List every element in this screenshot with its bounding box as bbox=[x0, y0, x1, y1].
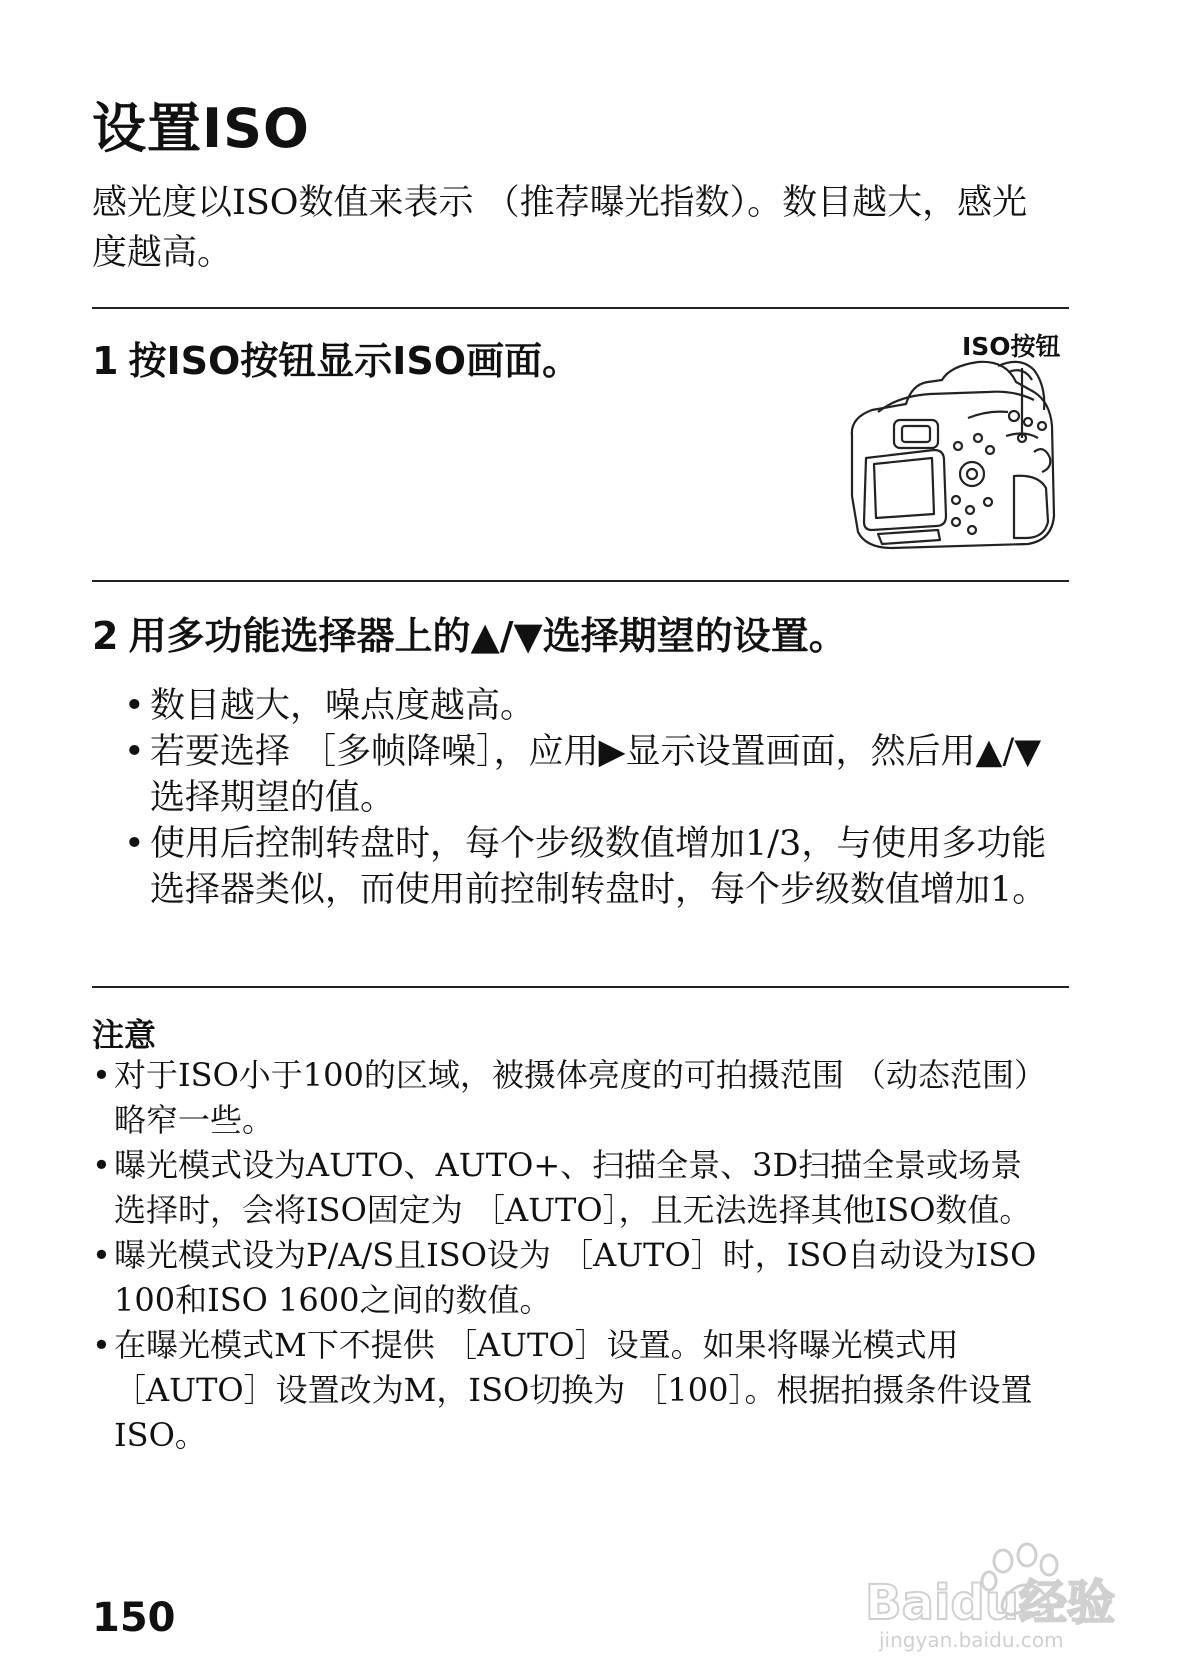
list-item: • 曝光模式设为AUTO、AUTO+、扫描全景、3D扫描全景或场景选择时，会将ISO固定为 ［AUTO］，且无法选择其他ISO数值。 bbox=[92, 1143, 1052, 1233]
watermark-url: jingyan.baidu.com bbox=[879, 1628, 1064, 1652]
step-1-heading bbox=[92, 330, 580, 385]
note-list bbox=[92, 1053, 1052, 1458]
list-item: • 曝光模式设为P/A/S且ISO设为 ［AUTO］时，ISO自动设为ISO 100和ISO 1600之间的数值。 bbox=[92, 1233, 1052, 1323]
baidu-paw-logo bbox=[855, 1535, 1135, 1655]
step-text: 按ISO按钮显示ISO画面。 bbox=[128, 339, 581, 383]
step-2-heading bbox=[92, 605, 847, 660]
divider bbox=[92, 986, 1069, 988]
note-heading: 注意 bbox=[92, 1016, 157, 1054]
watermark-brand: Baidu经验 bbox=[865, 1575, 1115, 1631]
list-item: • 使用后控制转盘时，每个步级数值增加1/3，与使用多功能选择器类似，而使用前控制转盘时，每个步级数值增加1。 bbox=[124, 821, 1074, 913]
divider bbox=[92, 307, 1069, 309]
step-number: 1 bbox=[92, 339, 119, 383]
list-item: • 在曝光模式M下不提供 ［AUTO］设置。如果将曝光模式用［AUTO］设置改为M，ISO切换为 ［100］。根据拍摄条件设置ISO。 bbox=[92, 1323, 1052, 1458]
page-number: 150 bbox=[92, 1595, 176, 1641]
list-item: • 数目越大，噪点度越高。 bbox=[124, 683, 1074, 729]
page-title: 设置ISO bbox=[92, 97, 310, 160]
iso-button-callout: ISO按钮 bbox=[962, 332, 1061, 361]
camera-back-illustration bbox=[838, 326, 1078, 566]
step-2-bullets bbox=[124, 683, 1074, 913]
divider bbox=[92, 580, 1069, 582]
intro-paragraph: 感光度以ISO数值来表示 （推荐曝光指数）。数目越大，感光度越高。 bbox=[92, 183, 1028, 273]
camera-illustration bbox=[838, 326, 1078, 566]
step-number: 2 bbox=[92, 614, 119, 658]
list-item: • 对于ISO小于100的区域，被摄体亮度的可拍摄范围 （动态范围）略窄一些。 bbox=[92, 1053, 1052, 1143]
watermark bbox=[855, 1535, 1135, 1655]
step-text: 用多功能选择器上的▲/▼选择期望的设置。 bbox=[128, 614, 847, 658]
list-item: • 若要选择 ［多帧降噪］，应用▶显示设置画面，然后用▲/▼选择期望的值。 bbox=[124, 729, 1074, 821]
